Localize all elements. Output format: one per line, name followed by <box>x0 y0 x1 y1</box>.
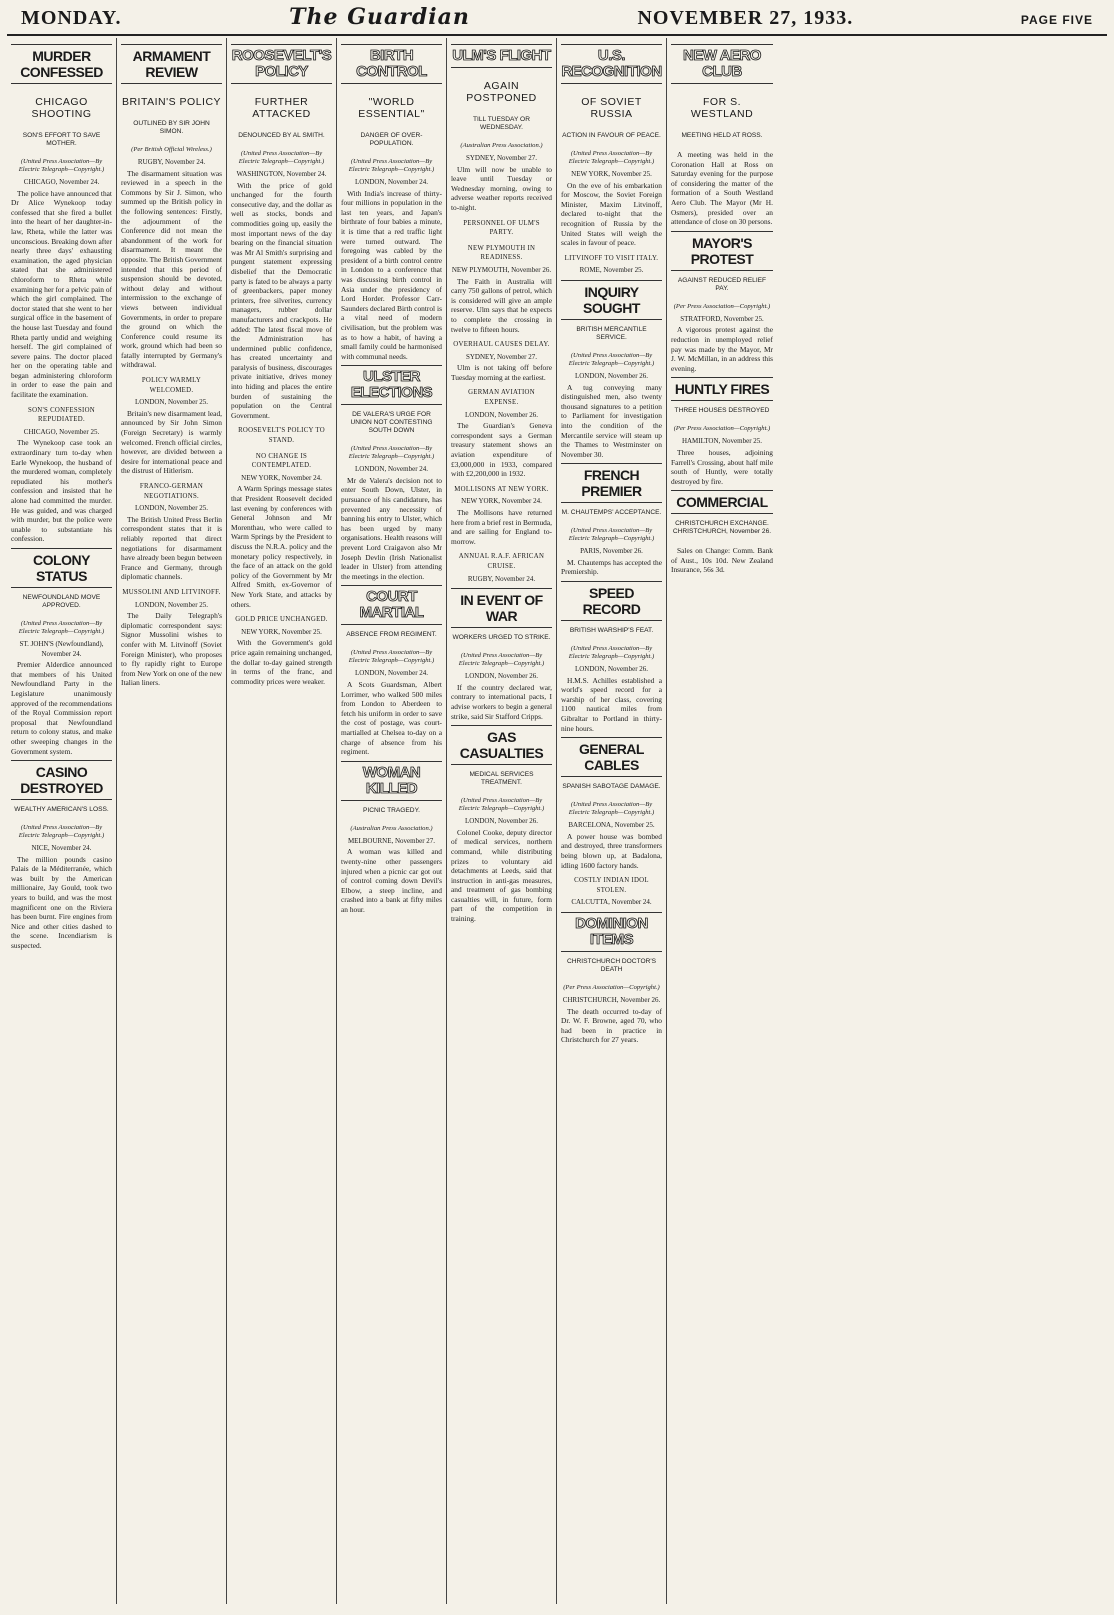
minor-heading: COSTLY INDIAN IDOL STOLEN. <box>574 877 649 894</box>
newspaper-page <box>7 4 1107 1604</box>
article <box>231 44 332 420</box>
masthead-day: MONDAY. <box>21 7 122 29</box>
credit-line: (United Press Association—By Electric Telegraph—Copyright.) <box>568 801 655 817</box>
credit-line: (United Press Association—By Electric Telegraph—Copyright.) <box>18 824 105 840</box>
dateline: ST. JOHN'S (Newfoundland), November 24. <box>19 639 104 658</box>
dateline: LONDON, November 26. <box>464 817 539 826</box>
article-body <box>451 165 552 213</box>
credit-line: (United Press Association—By Electric Telegraph—Copyright.) <box>568 150 655 165</box>
article-body <box>121 611 222 688</box>
article-text: The million pounds casino Palais de la Méditerranée, which was built by the American millionaire, Jay Gould, took two years to build, and was the most magnificent one on the Riviera has been burnt. Fire engines from Nice and other cities dashed to the scene. Incendiarism is suspected. <box>11 854 112 951</box>
credit-line: (United Press Association—By Electric Telegraph—Copyright.) <box>348 158 435 173</box>
deck: AGAINST REDUCED RELIEF PAY. <box>677 276 767 292</box>
column <box>337 38 447 1604</box>
subheadline: FURTHER ATTACKED <box>252 96 311 120</box>
dateline: MELBOURNE, November 27. <box>347 836 436 845</box>
article-text: A woman was killed and twenty-nine other passengers injured when a picnic car got out of control coming down Devil's Elbow, a steep incline, and crashed into a bank at fifty miles an hour. <box>341 847 442 914</box>
deck: NEWFOUNDLAND MOVE APPROVED. <box>22 593 101 609</box>
article <box>561 463 662 577</box>
credit-line: (United Press Association—By Electric Telegraph—Copyright.) <box>568 351 655 367</box>
credit-line: (Per British Official Wireless.) <box>131 146 212 153</box>
deck: BRITISH MERCANTILE SERVICE. <box>576 325 647 341</box>
masthead-paper-name: The Guardian <box>289 4 470 30</box>
masthead-page-number: PAGE FIVE <box>1020 13 1093 27</box>
article-text: A vigorous protest against the reduction in unemployed relief pay was made by the Mayor, Mr J. W. McMillan, in an address this evening. <box>671 325 773 373</box>
headline: ULSTER ELECTIONS <box>341 365 442 405</box>
article <box>561 912 662 1045</box>
article-text: Mr de Valera's decision not to enter South Down, Ulster, in pursuance of his candidature, has prevented any necessity of banning his entry to Ulster, which has been urged by many organisations. Health reasons will prevent Lord Craigavon also Mr Joseph Devlin (Irish Nationalist leader in Ulster) from attending the meetings in the election. <box>341 475 442 581</box>
credit-line: (United Press Association—By Electric Telegraph—Copyright.) <box>568 645 655 661</box>
deck: CHRISTCHURCH EXCHANGE. CHRISTCHURCH, November 26. <box>672 520 772 536</box>
article-body <box>121 409 222 476</box>
headline: COURT MARTIAL <box>341 585 442 625</box>
dateline: PARIS, November 26. <box>580 547 643 556</box>
credit-line: (United Press Association—By Electric Telegraph—Copyright.) <box>458 652 545 668</box>
article-body <box>11 189 112 400</box>
deck: TILL TUESDAY OR WEDNESDAY. <box>473 116 530 131</box>
article-body <box>671 448 773 486</box>
minor-heading: SON'S CONFESSION REPUDIATED. <box>27 406 96 424</box>
article-text: Three houses, adjoining Farrell's Crossing, about half mile south of Huntly, were totally destroyed by fire. <box>671 447 773 486</box>
article <box>341 365 442 581</box>
minor-heading: ROOSEVELT'S POLICY TO STAND. <box>238 427 325 445</box>
headline: U.S. RECOGNITION <box>561 44 662 84</box>
deck: ABSENCE FROM REGIMENT. <box>346 631 437 639</box>
deck: SON'S EFFORT TO SAVE MOTHER. <box>22 132 101 147</box>
article <box>561 876 662 908</box>
deck: OUTLINED BY SIR JOHN SIMON. <box>133 120 210 135</box>
article-text: The Daily Telegraph's diplomatic correspondent says: Signor Mussolini wishes to confer with M. Litvinoff (Soviet Foreign Minister), who proposes to fly rapidly right to Europe from New York on one of the new Italian liners. <box>121 611 222 688</box>
deck: ACTION IN FAVOUR OF PEACE. <box>562 132 661 139</box>
article-text: A meeting was held in the Coronation Hall at Ross on Saturday evening for the purpose of considering the matter of the formation of a South Westland Aero Club. The Mayor (Mr H. Osmers), presided over an attendance of close on 30 persons. <box>671 150 773 227</box>
article-text: With the Government's gold price again remaining unchanged, the dollar to-day gained strength in terms of the franc, and commodity prices were weaker. <box>231 638 332 686</box>
dateline: SYDNEY, November 27. <box>465 154 538 162</box>
dateline: NEW YORK, November 24. <box>461 497 542 506</box>
article <box>121 482 222 582</box>
article-text: With the price of gold unchanged for the fourth consecutive day, and the dollar as well as stocks, bonds and commodities going up, easily the most important news of the day bearing on the financial situation was Mr Al Smith's surprising and pungent statement expressing disbelief that the Democratic party is fated to be always a party of greenbackers, paper money printers, free silverites, currency managers, rubber dollar manufacturers and crackpots. He added: The latest fiscal move of the Administration has undermined public confidence, has created uncertainty and paralysis of business, discourages private initiative, drives money into hiding and places the entire burden of sustaining the population on the Central Government. <box>231 180 332 420</box>
article-text: If the country declared war, contrary to international pacts, I advise workers to begin a general strike, said Sir Stafford Cripps. <box>451 682 552 721</box>
deck: WORKERS URGED TO STRIKE. <box>452 634 551 642</box>
column <box>117 38 227 1604</box>
credit-line: (United Press Association—By Electric Telegraph—Copyright.) <box>568 527 655 543</box>
article <box>11 406 112 544</box>
column <box>557 38 667 1604</box>
headline: CASINO DESTROYED <box>11 760 112 800</box>
article <box>121 376 222 476</box>
minor-heading: GOLD PRICE UNCHANGED. <box>235 616 328 624</box>
subheadline: "WORLD ESSENTIAL" <box>358 96 425 120</box>
dateline: BARCELONA, November 25. <box>568 821 655 830</box>
minor-heading: FRANCO-GERMAN NEGOTIATIONS. <box>139 483 204 500</box>
article <box>561 737 662 870</box>
article-body <box>341 189 442 362</box>
dateline: LONDON, November 25. <box>134 600 209 609</box>
dateline: LONDON, November 26. <box>574 665 649 674</box>
article-body <box>671 325 773 373</box>
article-text: A tug conveying many distinguished men, also twenty thousand signatures to a petition to Parliament for investigation into the condition of the Mercantile service will steam up the Thames to Westminster on November 30. <box>561 382 662 459</box>
article-text: On the eve of his embarkation for Moscow, the Soviet Foreign Minister, Maxim Litvinoff, declared to-night that the recognition of Russia by the United States will weigh the scales in favour of peace. <box>561 180 662 248</box>
article <box>231 615 332 686</box>
article-text: The Guardian's Geneva correspondent says a German treasury statement shows an aviation expenditure of £3,000,000 in 1933, compared with £2,200,000 in 1932. <box>451 421 552 479</box>
article-body <box>451 508 552 546</box>
dateline: LONDON, November 25. <box>134 504 209 513</box>
masthead <box>7 4 1107 36</box>
article-text: Britain's new disarmament lead, announced by Sir John Simon (Foreign Secretary) is warmly welcomed. French official circles, however, are divided between a desire for international peace and the distrust of Hitlerism. <box>121 408 222 476</box>
dateline: CALCUTTA, November 24. <box>571 898 652 907</box>
headline: COMMERCIAL <box>671 490 773 514</box>
dateline: NEW YORK, November 25. <box>241 627 322 636</box>
deck: DANGER OF OVER-POPULATION. <box>360 132 423 147</box>
article <box>231 452 332 610</box>
column <box>447 38 557 1604</box>
dateline: CHICAGO, November 25. <box>23 427 100 436</box>
article-body <box>121 169 222 370</box>
dateline: LONDON, November 24. <box>354 669 429 678</box>
article <box>11 548 112 756</box>
article-text: The Faith in Australia will carry 750 gallons of petrol, which is considered will give an ample reserve. Ulm says that he expects to complete the crossing in twelve to fifteen hours. <box>451 276 552 334</box>
minor-heading: LITVINOFF TO VISIT ITALY. <box>564 254 659 262</box>
article-text: The Mollisons have returned here from a brief rest in Bermuda, and are sailing for England to-morrow. <box>451 508 552 546</box>
minor-heading: MOLLISONS AT NEW YORK. <box>454 485 549 493</box>
headline: IN EVENT OF WAR <box>451 588 552 628</box>
subheadline: BRITAIN'S POLICY <box>121 96 222 108</box>
minor-heading: NEW PLYMOUTH IN READINESS. <box>467 244 536 262</box>
subheadline: OF SOVIET RUSSIA <box>581 96 642 120</box>
article <box>231 426 332 445</box>
article <box>451 485 552 547</box>
article-body <box>341 476 442 582</box>
headline: MAYOR'S PROTEST <box>671 231 773 271</box>
article-text: Ulm will now be unable to leave until Tuesday or Wednesday morning, owing to adverse weather reports received to-night. <box>451 164 552 212</box>
dateline: NICE, November 24. <box>31 844 92 853</box>
article-text: Sales on Change: Comm. Bank of Aust., 10s 10d. New Zealand Insurance, 56s 3d. <box>671 546 773 575</box>
credit-line: (Per Press Association—Copyright.) <box>673 425 771 433</box>
article-body <box>561 676 662 734</box>
dateline: NEW YORK, November 24. <box>241 473 322 482</box>
deck: MEDICAL SERVICES TREATMENT. <box>469 771 534 787</box>
article-body <box>11 438 112 544</box>
credit-line: (Australian Press Association.) <box>350 824 433 832</box>
dateline: ROME, November 25. <box>579 266 644 275</box>
headline: GAS CASUALTIES <box>451 725 552 765</box>
dateline: NEW PLYMOUTH, November 26. <box>451 265 552 274</box>
article-body <box>451 828 552 924</box>
minor-heading: PERSONNEL OF ULM'S PARTY. <box>463 219 540 237</box>
article-text: The police have announced that Dr Alice Wynekoop today confessed that she fired a bullet into the heart of her daughter-in-law, Rheta, while the latter was unconscious. Breaking down after nearly three days' exhausting examination, the aged physician stated that she administered chloroform to Rheta while examining her for a pelvic pain of which the girl complained. The doctor stated that she went to her surgical office in the basement of the house last Tuesday and found Rheta partly undid and weighing herself. The girl complained of severe pains. The doctor placed her on the operating table and began administering chloroform in order to ease the pain and facilitate the examination. <box>11 188 112 400</box>
article <box>451 244 552 334</box>
subheadline: AGAIN POSTPONED <box>466 80 537 104</box>
article-text: The Wynekoop case took an extraordinary turn to-day when Earle Wynekoop, the husband of the murdered woman, completely repudiated his mother's confession and insisted that he alone had committed the murder. He was guided, and was charged with murder, but the police were unable to substantiate his confession. <box>11 438 112 544</box>
deck: CHRISTCHURCH DOCTOR'S DEATH <box>566 957 657 973</box>
article <box>671 231 773 374</box>
article-body <box>671 546 773 575</box>
article-body <box>451 683 552 721</box>
minor-heading: NO CHANGE IS CONTEMPLATED. <box>251 452 312 470</box>
dateline: LONDON, November 26. <box>464 672 539 681</box>
article-text: The disarmament situation was reviewed in a speech in the Commons by Sir J. Simon, who summed up the British policy in the following sentences: Firstly, the adjournment of the Conference did not mean the abandonment of the work for disarmament. It meant the opposite. The British Government intended that this period of suspension should be devoted, without delay and without intermission to the exchange of views between individual Governments, in order to prepare the ground on which the Conference could resume its work, ground which had been so fatally interrupted by Germany's withdrawal. <box>121 168 222 370</box>
article-body <box>671 150 773 227</box>
dateline: LONDON, November 25. <box>134 398 209 407</box>
deck: WEALTHY AMERICAN'S LOSS. <box>14 806 109 814</box>
article-body <box>561 832 662 870</box>
headline: NEW AERO CLUB <box>671 44 773 84</box>
minor-heading: POLICY WARMLY WELCOMED. <box>141 377 202 394</box>
subheadline: FOR S. WESTLAND <box>690 96 754 120</box>
article <box>561 280 662 459</box>
article <box>121 44 222 370</box>
minor-heading: OVERHAUL CAUSES DELAY. <box>453 341 550 349</box>
dateline: HAMILTON, November 25. <box>681 437 763 446</box>
minor-heading: GERMAN AVIATION EXPENSE. <box>468 389 535 407</box>
deck: DENOUNCED BY AL SMITH. <box>238 132 325 139</box>
credit-line: (United Press Association—By Electric Telegraph—Copyright.) <box>348 649 435 665</box>
article <box>341 585 442 756</box>
article <box>451 725 552 924</box>
article-body <box>561 383 662 460</box>
deck: DE VALERA'S URGE FOR UNION NOT CONTESTING SOUTH DOWN <box>350 411 433 435</box>
headline: INQUIRY SOUGHT <box>561 280 662 320</box>
credit-line: (United Press Association—By Electric Telegraph—Copyright.) <box>18 619 105 635</box>
headline: HUNTLY FIRES <box>671 377 773 401</box>
deck: M. CHAUTEMPS' ACCEPTANCE. <box>561 509 662 517</box>
article <box>451 44 552 213</box>
article <box>561 254 662 276</box>
headline: FRENCH PREMIER <box>561 463 662 503</box>
dateline: WASHINGTON, November 24. <box>236 170 327 178</box>
article <box>561 581 662 733</box>
credit-line: (United Press Association—By Electric Telegraph—Copyright.) <box>458 797 545 813</box>
dateline: CHICAGO, November 24. <box>23 178 100 186</box>
headline: ARMAMENT REVIEW <box>121 44 222 84</box>
headline: DOMINION ITEMS <box>561 912 662 952</box>
credit-line: (Per Press Association—Copyright.) <box>673 302 771 310</box>
article-body <box>341 680 442 757</box>
deck: THREE HOUSES DESTROYED <box>674 407 770 415</box>
dateline: STRATFORD, November 25. <box>680 314 764 323</box>
article <box>121 588 222 688</box>
article-text: M. Chautemps has accepted the Premiership. <box>561 557 662 577</box>
article-body <box>561 1007 662 1045</box>
article-body <box>561 181 662 248</box>
dateline: LONDON, November 24. <box>354 465 429 474</box>
article <box>451 219 552 238</box>
article-body <box>451 363 552 382</box>
article-text: Premier Alderdice announced that members of his United Newfoundland Party in the Legislature unanimously approved of the recommendations of the Royal Commission report proposal that Newfoundland return to colony status, and make other sweeping changes in the Government system. <box>11 660 112 756</box>
article-body <box>231 181 332 421</box>
headline: GENERAL CABLES <box>561 737 662 777</box>
article-body <box>11 660 112 756</box>
deck: SPANISH SABOTAGE DAMAGE. <box>562 783 661 791</box>
dateline: RUGBY, November 24. <box>137 158 206 166</box>
credit-line: (United Press Association—By Electric Telegraph—Copyright.) <box>18 158 105 173</box>
article-text: With India's increase of thirty-four millions in population in the last ten years, and Japan's birthrate of four babies a minute, it is time that a red traffic light were turned outward. The foregoing was cabled by the president of a birth control centre in London to a conference that was discussing birth control in Asia under the presidency of Lord Horder. Professor Carr-Saunders declared Birth control is a vital need of modern civilisation, but the problem was as to how a habit, of having a small family could be harmonised with communal needs. <box>341 188 442 361</box>
dateline: SYDNEY, November 27. <box>465 352 538 361</box>
article <box>341 761 442 915</box>
article-text: Colonel Cooke, deputy director of medical services, northern command, while distributing prizes to voluntary aid detachments at Leeds, said that instruction in anti-gas measures, and treatment of gas bombing casualties will, in future, form part of the competition in training. <box>451 827 552 924</box>
headline: COLONY STATUS <box>11 548 112 588</box>
dateline: LONDON, November 26. <box>464 410 539 419</box>
article <box>561 44 662 248</box>
minor-heading: ANNUAL R.A.F. AFRICAN CRUISE. <box>458 553 545 570</box>
article <box>11 44 112 400</box>
subheadline: CHICAGO SHOOTING <box>31 96 92 120</box>
headline: ULM'S FLIGHT <box>451 44 552 68</box>
article-text: The death occurred to-day of Dr. W. F. Browne, aged 70, who had been in practice in Christchurch for 27 years. <box>561 1006 662 1045</box>
headline: WOMAN KILLED <box>341 761 442 801</box>
article-text: A Warm Springs message states that President Roosevelt decided last evening by conferences with General Johnson and Mr Morenthau, who were called to Warm Springs by the President to discuss the N.R.A. policy and the monetary policy respectively, in the face of an attack on the gold policy of the Government by Mr Alfred Smith, ex-Governor of New York State, and attacks by others. <box>231 484 332 609</box>
headline: MURDER CONFESSED <box>11 44 112 84</box>
article-body <box>341 847 442 914</box>
credit-line: (United Press Association—By Electric Telegraph—Copyright.) <box>348 445 435 461</box>
article <box>451 388 552 478</box>
dateline: NEW YORK, November 25. <box>571 170 652 178</box>
dateline: CHRISTCHURCH, November 26. <box>562 995 661 1004</box>
column <box>7 38 117 1604</box>
dateline: LONDON, November 26. <box>574 371 649 380</box>
minor-heading: MUSSOLINI AND LITVINOFF. <box>122 588 221 596</box>
dateline: LONDON, November 24. <box>354 178 429 186</box>
article-text: A power house was bombed and destroyed, three transformers being blown up, at Badalona, idling 1600 factory hands. <box>561 831 662 870</box>
article-body <box>121 515 222 582</box>
column <box>227 38 337 1604</box>
headline: ROOSEVELT'S POLICY <box>231 44 332 84</box>
article-body <box>231 484 332 609</box>
article <box>451 340 552 382</box>
article <box>451 588 552 721</box>
masthead-date: NOVEMBER 27, 1933. <box>637 7 854 29</box>
article-body <box>561 558 662 577</box>
article-body <box>451 277 552 335</box>
article-text: H.M.S. Achilles established a world's speed record for a warship of her class, covering 1100 nautical miles from Gibraltar to Portland in thirty-nine hours. <box>561 675 662 733</box>
deck: MEETING HELD AT ROSS. <box>681 132 763 139</box>
headline: BIRTH CONTROL <box>341 44 442 84</box>
credit-line: (United Press Association—By Electric Telegraph—Copyright.) <box>238 150 325 165</box>
article-body <box>11 855 112 951</box>
deck: PICNIC TRAGEDY. <box>363 806 420 814</box>
credit-line: (Australian Press Association.) <box>460 142 543 149</box>
credit-line: (Per Press Association—Copyright.) <box>563 983 660 991</box>
headline: SPEED RECORD <box>561 581 662 621</box>
deck: BRITISH WARSHIP'S FEAT. <box>569 627 654 635</box>
column <box>667 38 777 1604</box>
article <box>671 44 773 227</box>
columns <box>7 38 1107 1604</box>
article-body <box>451 421 552 479</box>
article <box>11 760 112 951</box>
article <box>671 490 773 575</box>
article <box>451 552 552 584</box>
article-text: Ulm is not taking off before Tuesday morning at the earliest. <box>451 363 552 382</box>
dateline: RUGBY, November 24. <box>467 574 536 583</box>
article-body <box>231 638 332 686</box>
article <box>341 44 442 361</box>
article-text: The British United Press Berlin correspondent states that it is reliably reported that direct negotiations for disarmament have already been begun between France and Germany, through diplomatic channels. <box>121 514 222 582</box>
article <box>671 377 773 486</box>
article-text: A Scots Guardsman, Albert Lorrimer, who walked 500 miles from London to Aberdeen to fetch his uniform in order to save the cost of postage, was court-martialled at Chelsea to-day on a charge of absence from his regiment. <box>341 680 442 757</box>
